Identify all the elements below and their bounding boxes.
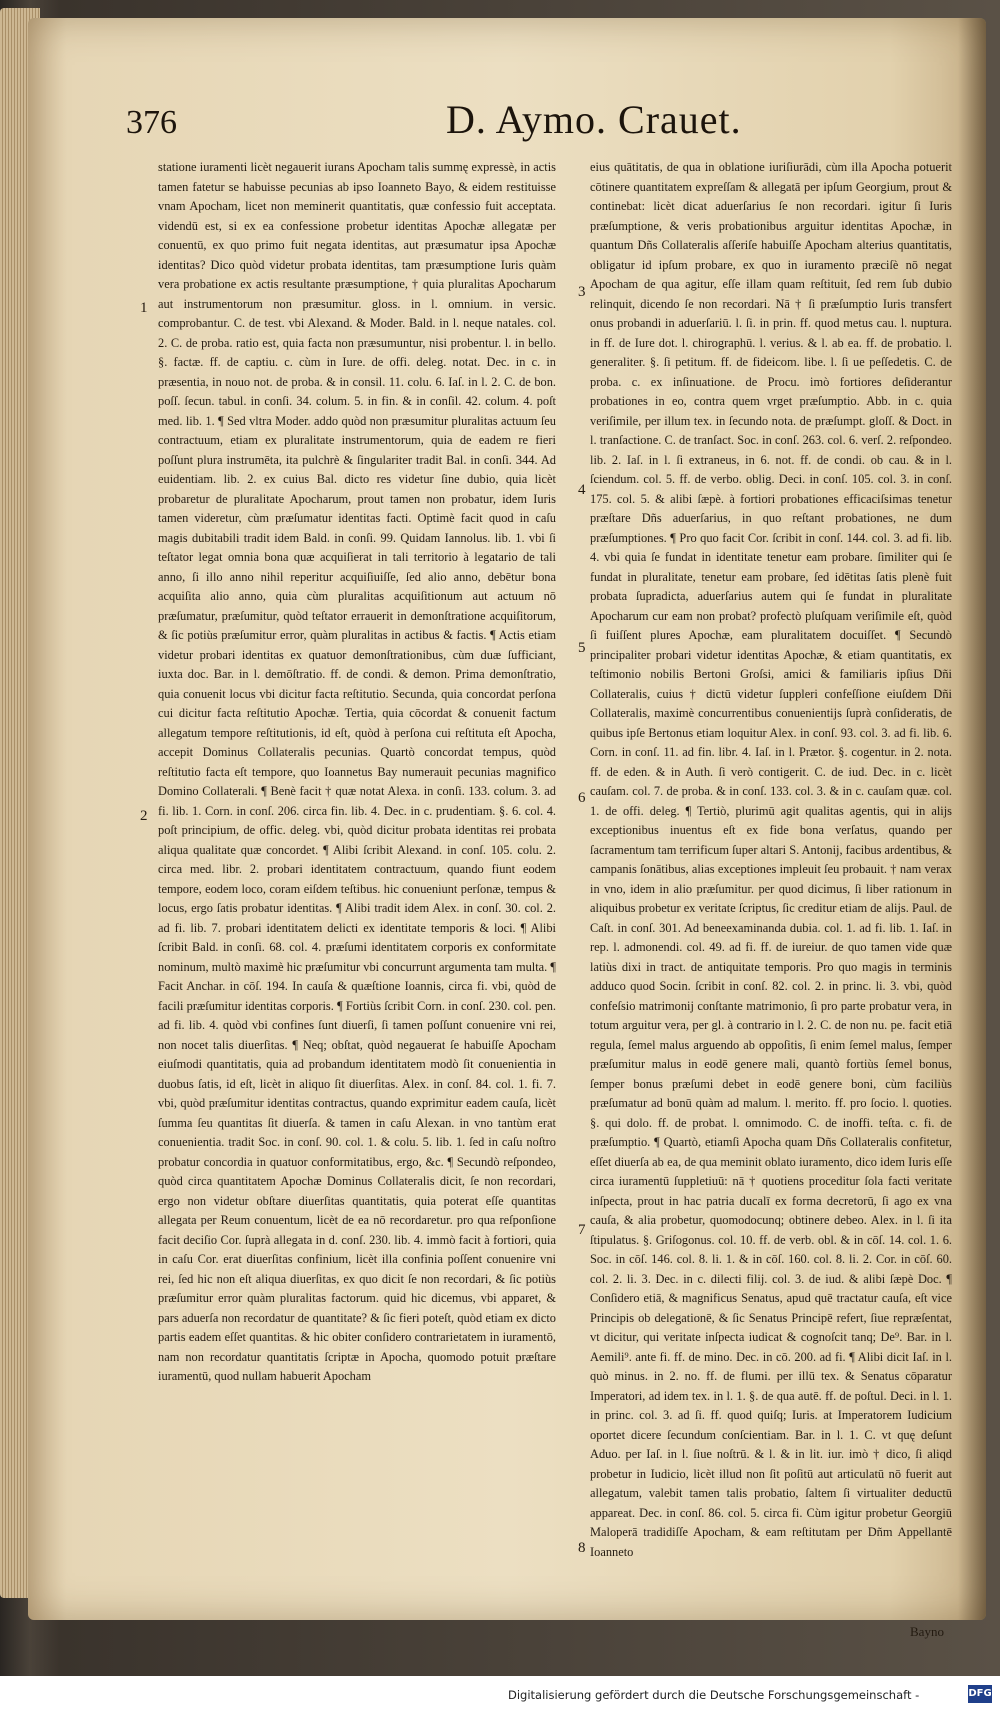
margin-number: 5: [578, 640, 586, 656]
margin-number: 6: [578, 790, 586, 806]
page-gutter-shadow: [958, 18, 986, 1620]
left-text-column: [158, 158, 556, 1387]
margin-number: 7: [578, 1222, 586, 1238]
margin-number: 1: [140, 300, 148, 316]
folio-number: 376: [126, 104, 177, 141]
margin-number: 4: [578, 482, 586, 498]
page-header: [126, 96, 916, 152]
running-title: D. Aymo. Crauet.: [446, 97, 742, 142]
footer-credit: Digitalisierung gefördert durch die Deutsche Forschungsgemeinschaft -: [508, 1688, 920, 1702]
margin-number: 2: [140, 808, 148, 824]
margin-number: 3: [578, 284, 586, 300]
catchword: Bayno: [910, 1624, 944, 1639]
right-column-text: eius quātitatis, de qua in oblatione iuriſiurādi, cùm illa Apocha potuerit cōtinere quantitatem expreſſam & allegatā per ipſum Georgium, prout & continebat: licèt dicat aduerſarius ſe non recordari. igitur ſi Iuris præſumptione, & veris probationibus arguitur identitas Apochæ, in quantum Dñs Collateralis aſſeriſe habuiſſe Apocham alterius quantitatis, obligatur id ipſum probare, ex quo in iuramento præciſè nō negat Apocham de qua agitur, eſſe illam quam reſtituit, ſed rem ſub dubio relinquit, dicendo ſe non recordari. Nā † ſi præſumptio Iuris transfert onus probandi in aduerſariū. l. ſi. in prin. ff. quod metus cau. l. nuptura. in ff. de Iure dot. l. chirographū. l. verius. & l. ab ea. ff. de probatio. l. generaliter. §. ſi petitum. ff. de fideicom. libe. l. ſi ue peſſedetis. C. de proba. c. ex inſinuatione. de Procu. imò fortiores deſiderantur probationes in eo, contra quem vrget præſumptio. Abb. in c. quia veriſimile, per illum tex. in ſecundo nota. de præſumpt. gloſſ. & Doct. in l. tranſactione. C. de tranſact. Soc. in conſ. 263. col. 6. verſ. 2. reſpondeo. lib. 2. Iaſ. in l. ſi extraneus, in 6. not. ff. de condi. ob cau. & in l. ſciendum. col. 5. ff. de verbo. oblig. Deci. in conſ. 105. col. 3. in conſ. 175. col. 5. & alibi ſæpè. à fortiori probationes efficaciſsimas tenetur præſtare Dñs aduerſarius, in quo reſtant probationes, ne dum præſumptiones. ¶ Pro quo facit Cor. ſcribit in conſ. 144. col. 3. ad fi. lib. 4. vbi quia ſe fundat in identitate tenetur eam probare. ſimiliter qui ſe fundat in pluralitate, tenetur eam probare, ſed idētitas ſatis plenè fuit probata ſupradicta, aduerſarius autem qui ſe fundat in pluralitate Apocharum cur eam non probat? profectò pluſquam veriſimile eſt, quòd ſi fuiſſent plures Apochæ, eam pluralitatem docuiſſet. ¶ Secundò principaliter probari videtur identitas Apochæ, & etiam quantitatis, ex teſtimonio nobilis Bertoni Groſsi, amici & familiaris ipſius Dñi Collateralis, cuius † dictū videtur ſuppleri confeſſione eiuſdem Dñi Collateralis, maximè concurrentibus conuenientijs ſuprà conſideratis, de quibus ipſe Bertonus etiam loquitur Alex. in conſ. 93. col. 3. ad fi. lib. 6. Corn. in conſ. 11. ad fin. libr. 4. Iaſ. in l. Prætor. §. cogentur. in 2. nota. ff. de eden. & in Auth. ſi verò contigerit. C. de iud. Dec. in c. licèt cauſam. col. 7. de proba. & in conſ. 133. col. 3. & in c. cauſam quæ. col. 1. de offi. deleg. ¶ Tertiò, plurimū agit qualitas agentis, qui in alijs exceptionibus inuentus eſt ex fide bona verſatus, quando per ſacramentum tam terrificum ſuper altari S. Antonij, facibus ardentibus, & campanis ſonātibus, alias exceptiones impleuit ſeu probauit. † nam verax in vno, idem in alio præſumitur. per quod dicimus, ſi liber rationum in aliquibus probetur ex veritate ſcriptus, ſic creditur etiam de alijs. Paul. de Caſt. in conſ. 301. Ad beneexaminanda dubia. col. 1. ad fi. lib. 1. Iaſ. in rep. l. admonendi. col. 49. ad fi. ff. de iureiur. de quo tamen vide quæ latiùs dixi in tract. de antiquitate temporis. Pro quo magis in terminis adduco quod Socin. ſcribit in conſ. 82. col. 2. in princ. li. 3. vbi, quòd confeſsio matrimonij conſtante matrimonio, ſi pro parte probatur vera, in totum arguitur vera, per gl. à contrario in l. 2. C. de non nu. pe. facit etiā regula, ſemel malus arguendo ab oppoſitis, ſi enim ſemel malus, ſemper præſumitur malus in eodē genere mali, quantò fortiùs ſemel bonus, ſemper bonus præſumi debet in eodē genere boni, cùm faciliùs præſumatur ad bonū quàm ad malum. l. merito. ff. pro ſocio. l. quoties. §. qui dolo. ff. de probat. l. omnimodo. C. de inoffi. teſta. c. fi. de præſumptio. ¶ Quartò, etiamſi Apocha quam Dñs Collateralis confitetur, eſſet diuerſa ab ea, de qua meminit oblato iuramento, dico idem Iuris eſſe circa iuramentū ſuppletiuū: nā † quotiens proceditur ſola facti veritate inſpecta, prout in hac patria ducalī ex forma decretorū, ſi ago ex vna cauſa, & alia probetur, quomodocunq; obtinere debeo. Alex. in l. ſi ita ſtipulatus. §. Griſogonus. col. 10. ff. de verb. obl. & in cōſ. 14. col. 1. 6. Soc. in cōſ. 146. col. 8. li. 1. & in cōſ. 160. col. 8. li. 2. Cor. in cōſ. 60. col. 2. li. 3. Dec. in c. dilecti filij. col. 3. de iud. & alibi ſæpè Doc. ¶ Conſidero etiā, & magnificus Senatus, apud quē tractatur cauſa, eſt vice Principis ob delegationē, & ſic Senatus Principē refert, ſiue repræſentat, vt dicitur, qui veritate inſpecta iudicat & cognoſcit tanq; De⁹. Bar. in l. Aemili⁹. ante fi. ff. de mino. Dec. in cō. 200. ad fi. ¶ Alibi dicit Iaſ. in l. quò minus. in 2. no. ff. de flumi. per illū tex. & Senatus cōparatur Imperatori, ad idem tex. in l. 1. §. de qua autē. ff. de poſtul. Deci. in l. 1. in princ. col. 3. ad ſi. ff. quod quiſq; Iuris. at Imperatorem Iudicium oportet dicere ſecundum conſcientiam. Bar. in l. 1. C. vt quę deſunt Aduo. per Iaſ. in l. ſiue noſtrū. & l. & in lit. iur. imò † dico, ſi aliqd probetur in Iudicio, licèt illud non ſit poſitū aut articulatū nō fuerit aut allegatum, valebit tamen talis probatio, ſaltem ſi virtualiter deductū appareat. Dec. in conſ. 86. col. 5. circa fi. Cùm igitur probetur Georgiū Maloperā tradidiſſe Apocham, & eam reſtitutam per Dñm Appellantē Ioanneto: [590, 160, 952, 1559]
dfg-logo: DFG: [968, 1685, 992, 1703]
margin-number: 8: [578, 1540, 586, 1556]
left-column-text: statione iuramenti licèt negauerit iurans Apocham talis summę expressè, in actis tamen fatetur se habuisse pecunias ab ipso Ioanneto Bayo, & eidem restituisse vnam Apocham, licet non meminerit quantitatis, quæ confessio fuit acceptata. videndū est, si ex ea confessione probetur identitas Apochæ allegatæ per conuentū, ex quo primo fuit negata identitas, aut præsumatur ipsa Apochæ identitas? Dico quòd videtur probata identitas, tam præsumptione Iuris quàm vera probatione ex actis resultante præsumptione, † quia pluralitas Apocharum aut instrumentorum non præsumitur. gloss. in l. omnium. in versic. comprobantur. C. de test. vbi Alexand. & Moder. Bald. in l. neque natales. col. 2. C. de proba. ratio est, quia facta non præsumuntur, nisi probentur. l. in bello. §. factæ. ff. de captiu. c. cùm in Iure. de offi. deleg. notat. Dec. in c. in præsentia, in nouo not. de proba. & in consil. 11. colu. 6. Iaſ. in l. 2. C. de bon. poſſ. ſecun. tabul. in conſi. 34. colum. 5. in fin. & in conſil. 42. colum. 4. poſt med. lib. 1. ¶ Sed vltra Moder. addo quòd non præsumitur pluralitas actuum ſeu contractuum, etiam ex pluralitate instrumentorum, quia de eadem re fieri poſſunt plura instrumēta, ita pulchrè & ſingulariter tradit Bal. in conſi. 344. Ad euidentiam. lib. 2. ex cuius Bal. dicto res videtur ſine dubio, quia licèt probaretur de pluralitate Apocharum, prout tamen non probatur, idem Iuris tamen videretur, cùm præſumatur identitas facti. Optimè facit quod in caſu magis dubitabili tradit idem Bald. in conſi. 99. Quidam Iannolus. lib. 1. vbi ſi teſtator legat omnia bona quæ acquiſierat in tali territorio à legatario de tali anno, ſi illo anno nihil reperitur acquiſiuiſſe, ſed alio anno, debētur bona acquiſita alio anno, quia cùm pluralitas acquiſitionum aut actuum nō præſumatur, præſumitur, quòd teſtator errauerit in demonſtratione acquiſitorum, & ſic potiùs præſumitur error, quàm pluralitas in actibus & factis. ¶ Actis etiam videtur probari identitas ex quatuor demonſtrationibus, cùm duæ ſufficiant, iuxta doc. Bar. in l. demōſtratio. ff. de condi. & demon. Prima demonſtratio, quia conuenit locus vbi dicitur facta reſtitutio. Secunda, quia concordat perſona cui dicitur facta reſtitutio Apochæ. Tertia, quia cōcordat & conuenit factum allegatum tempore reſtitutionis, id eſt, quòd à perſona cui reſtituta eſt Apocha, accepit Dominus Collateralis pecunias. Quartò concordat tempus, quòd reſtitutio facta eſt tempore, quo Ioannetus Bay numerauit pecunias magnifico Domino Collaterali. ¶ Benè facit † quæ notat Alexa. in conſi. 133. colum. 3. ad fi. lib. 1. Corn. in conſ. 206. circa fin. lib. 4. Dec. in c. prudentiam. §. 6. col. 4. poſt principium, de offic. deleg. vbi, quòd dicitur probata identitas rei probata aliqua qualitate quæ concordet. ¶ Alibi ſcribit Alexand. in conſ. 105. colu. 2. circa med. libr. 2. probari identitatem contractuum, quando fiunt eodem tempore, eodem loco, coram eiſdem teſtibus. hic conueniunt perſonæ, tempus & locus, ergo ſatis probatur identitas. ¶ Alibi tradit idem Alex. in conſ. 30. col. 2. ad fi. lib. 7. probari identitatem delicti ex identitate temporis & loci. ¶ Alibi ſcribit Bald. in conſi. 68. col. 4. præſumi identitatem corporis ex conformitate nominum, multò maximè hic præſumitur vbi concurrunt argumenta tam multa. ¶ Facit Anchar. in cōſ. 194. In cauſa & quæſtione Ioannis, circa fi. vbi, quòd de facili præſumitur identitas corporis. ¶ Fortiùs ſcribit Corn. in conſ. 230. col. pen. ad fi. lib. 4. quòd vbi confines ſunt diuerſi, ſi tamen poſſunt conuenire vni rei, non nocet talis diuerſitas. ¶ Neq; obſtat, quòd negauerat ſe habuiſſe Apocham eiuſmodi quantitatis, quia ad probandum identitatem modò ſit conuenientia in duobus ſatis, id eſt, licèt in aliquo ſit diuerſitas. Alex. in conſ. 84. col. 1. fi. 7. vbi, quòd præſumitur identitas contractus, quando exprimitur eadem cauſa, licèt ſumma ſeu quantitas ſit diuerſa. & tamen in caſu Alexan. in vno tantùm erat conuenientia. tradit Soc. in conſ. 90. col. 1. & colu. 5. lib. 1. ſed in caſu noſtro probatur concordia in quatuor conformitatibus, ergo, &c. ¶ Secundò reſpondeo, quòd circa quantitatem Apochæ Dominus Collateralis dicit, ſe non recordari, ergo non videtur obſtare diuerſitas quantitatis, quia poterat eſſe quantitas allegata per Reum conuentum, licèt de ea nō recordaretur. pro qua reſponſione facit deciſio Cor. ſuprà allegata in d. conſ. 230. lib. 4. immò facit à fortiori, quia in caſu Cor. erat diuerſitas confinium, licèt illa confinia poſſent conuenire vni rei, ſed hic non eſt aliqua diuerſitas, ex quo dicit ſe non recordari, & ſic potiùs præſumitur error quàm pluralitas factorum. quid hic dicemus, vbi apparet, & pars aduerſa non recordatur de quantitate? & ſic fieri poteſt, quòd etiam ex dicto partis eadem eſſet quantitas. & hic obiter conſidero contrarietatem in iuramentō, nam non recordatur quantitatis ſcriptæ in Apocha, quomodo potuit præſtare iuramentū, quod nullam habuerit Apocham: [158, 160, 556, 1383]
digitization-footer: [0, 1676, 1000, 1714]
right-text-column: [590, 158, 952, 1562]
